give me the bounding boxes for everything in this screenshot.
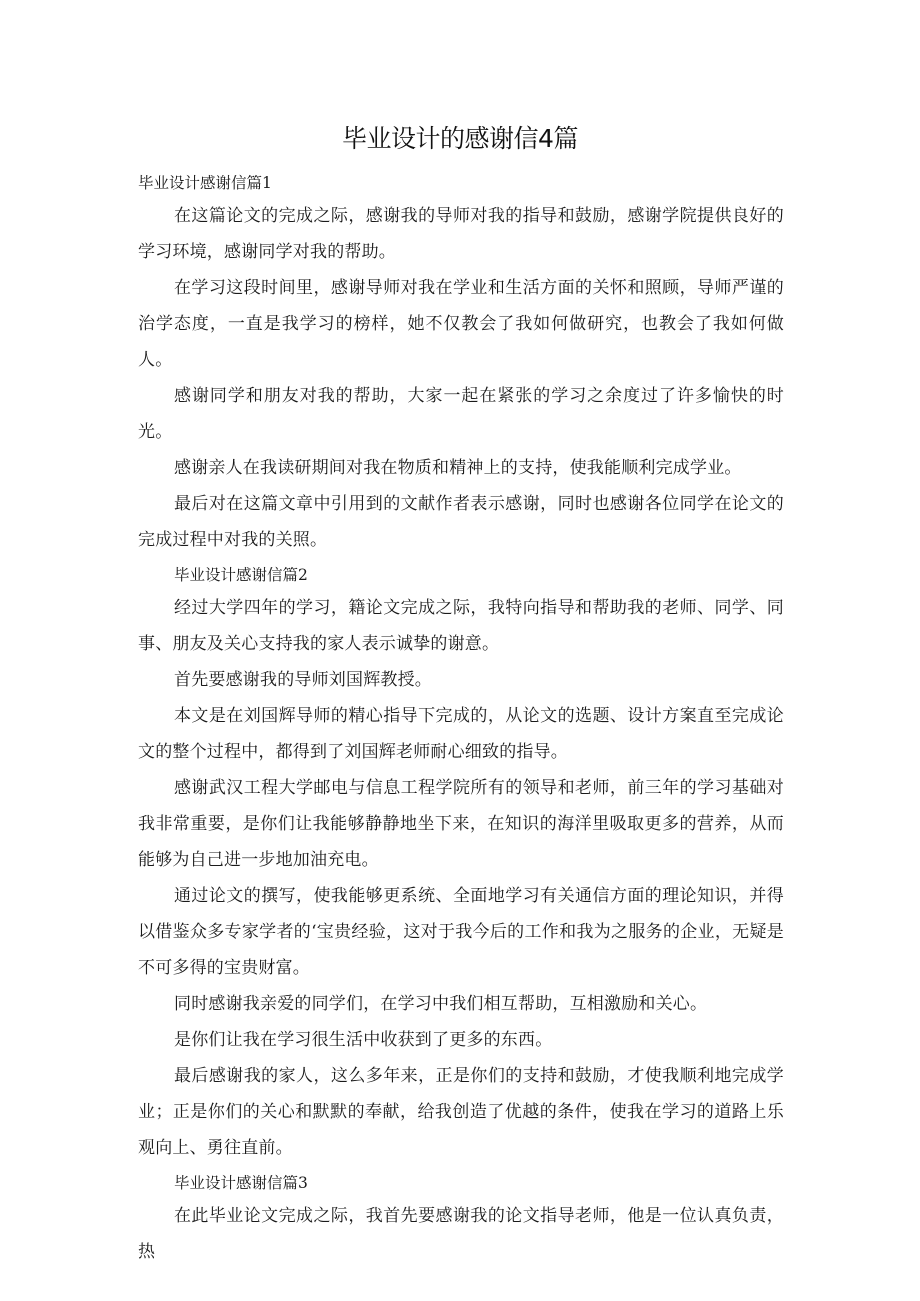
paragraph: 首先要感谢我的导师刘国辉教授。 xyxy=(174,670,432,690)
paragraph: 在这篇论文的完成之际，感谢我的导师对我的指导和鼓励，感谢学院提供良好的学习环境，感谢同学对我的帮助。 xyxy=(138,206,784,262)
paragraph: 最后对在这篇文章中引用到的文献作者表示感谢，同时也感谢各位同学在论文的完成过程中对我的关照。 xyxy=(138,494,784,550)
section-heading-1: 毕业设计感谢信篇1 xyxy=(138,174,272,192)
paragraph: 通过论文的撰写，使我能够更系统、全面地学习有关通信方面的理论知识，并得以借鉴众多专家学者的‘宝贵经验，这对于我今后的工作和我为之服务的企业，无疑是不可多得的宝贵财富。 xyxy=(138,886,784,978)
paragraph: 感谢亲人在我读研期间对我在物质和精神上的支持，使我能顺利完成学业。 xyxy=(174,458,742,478)
section-heading-2: 毕业设计感谢信篇2 xyxy=(174,566,308,584)
paragraph: 感谢同学和朋友对我的帮助，大家一起在紧张的学习之余度过了许多愉快的时光。 xyxy=(138,386,784,442)
paragraph: 同时感谢我亲爱的同学们，在学习中我们相互帮助，互相激励和关心。 xyxy=(174,994,708,1014)
paragraph: 最后感谢我的家人，这么多年来，正是你们的支持和鼓励，才使我顺利地完成学业；正是你们的关心和默默的奉献，给我创造了优越的条件，使我在学习的道路上乐观向上、勇往直前。 xyxy=(138,1066,784,1158)
document-body xyxy=(138,172,784,1270)
paragraph: 是你们让我在学习很生活中收获到了更多的东西。 xyxy=(174,1030,553,1050)
section-heading-3: 毕业设计感谢信篇3 xyxy=(174,1174,308,1192)
paragraph: 感谢武汉工程大学邮电与信息工程学院所有的领导和老师，前三年的学习基础对我非常重要，是你们让我能够静静地坐下来，在知识的海洋里吸取更多的营养，从而能够为自己进一步地加油充电。 xyxy=(138,778,784,870)
paragraph: 经过大学四年的学习，籍论文完成之际，我特向指导和帮助我的老师、同学、同事、朋友及关心支持我的家人表示诚挚的谢意。 xyxy=(138,598,784,654)
paragraph: 在学习这段时间里，感谢导师对我在学业和生活方面的关怀和照顾，导师严谨的治学态度，一直是我学习的榜样，她不仅教会了我如何做研究，也教会了我如何做人。 xyxy=(138,278,784,370)
document-title: 毕业设计的感谢信4篇 xyxy=(342,124,578,153)
paragraph: 在此毕业论文完成之际，我首先要感谢我的论文指导老师，他是一位认真负责，热 xyxy=(138,1206,784,1262)
paragraph: 本文是在刘国辉导师的精心指导下完成的，从论文的选题、设计方案直至完成论文的整个过程中，都得到了刘国辉老师耐心细致的指导。 xyxy=(138,706,784,762)
